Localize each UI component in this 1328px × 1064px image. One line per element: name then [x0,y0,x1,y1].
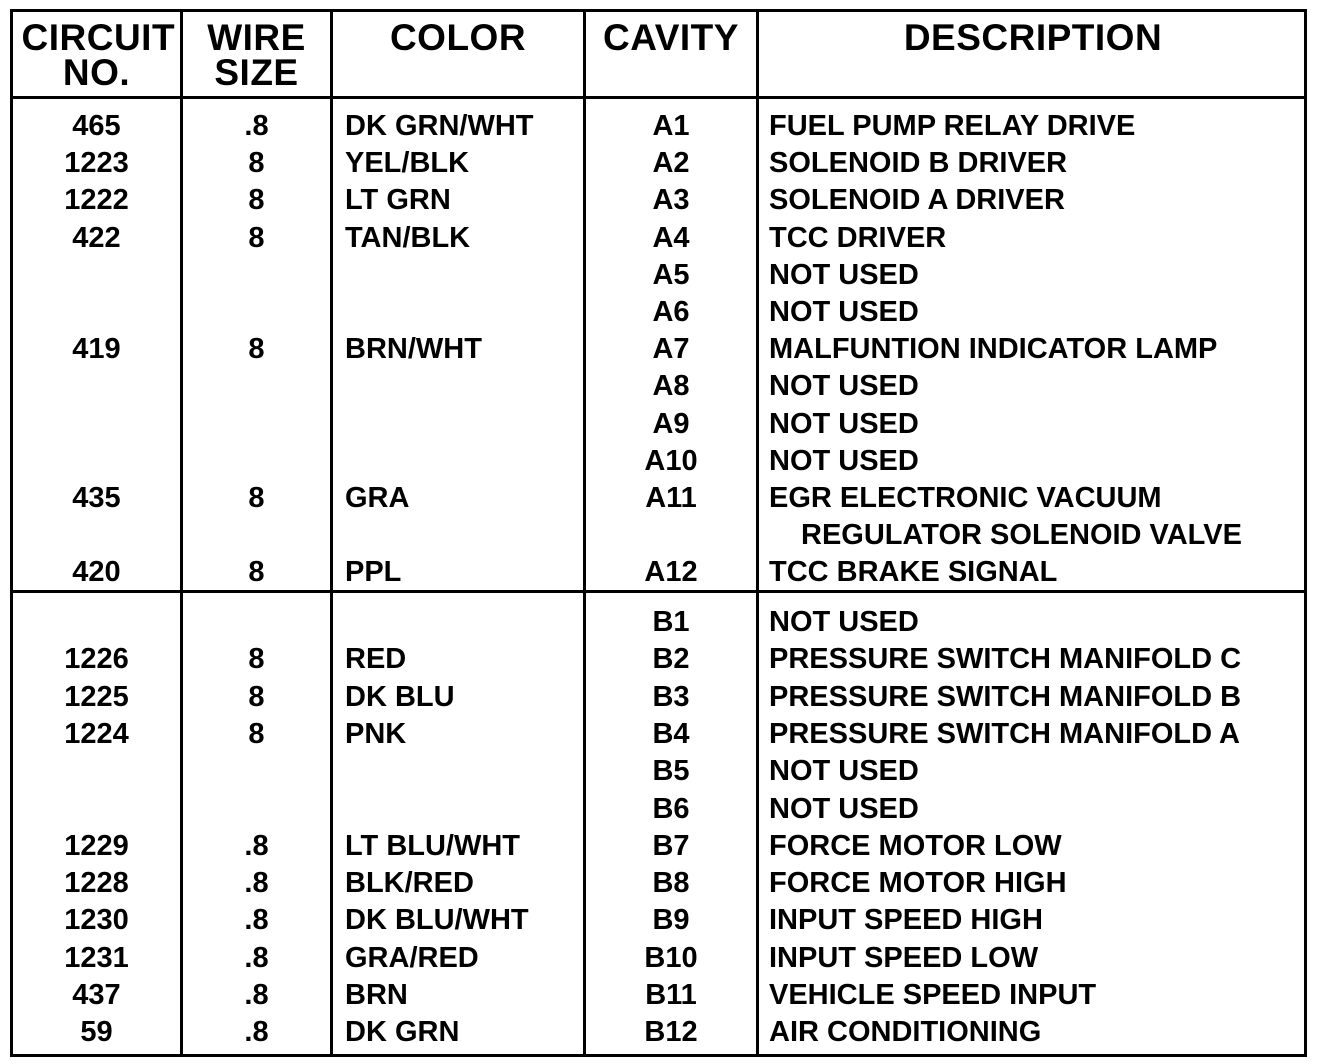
circuit-no-cell: 59 [80,1016,113,1049]
wire-size-cell: 8 [248,717,265,750]
description-cell: TCC BRAKE SIGNAL [769,556,1058,589]
cavity-cell: A6 [652,296,690,328]
circuit-no-cell: 1228 [64,867,129,900]
cavity-cell: A9 [652,407,690,440]
wire-size-cell: .8 [244,110,269,142]
description-cell: NOT USED [769,606,919,638]
wire-size-cell: 8 [248,221,265,254]
wire-size-cell: 8 [248,556,265,589]
description-cell: PRESSURE SWITCH MANIFOLD B [769,680,1242,713]
cavity-cell: A4 [652,221,690,254]
cavity-cell [586,517,756,554]
circuit-no-cell: 422 [72,221,121,254]
color-cell [345,753,580,790]
circuit-no-cell: 1225 [64,680,129,713]
table-row [13,145,1304,182]
color-cell [345,406,580,443]
description-cell: NOT USED [769,296,919,328]
description-cell: NOT USED [769,370,919,403]
header-color: COLOR [389,17,527,58]
circuit-no-cell: 1226 [64,643,129,676]
color-cell [345,368,580,405]
description-cell: NOT USED [769,444,919,477]
circuit-no-cell [13,791,180,828]
color-cell [345,517,580,554]
description-cell: EGR ELECTRONIC VACUUM [769,482,1162,514]
table-row [13,641,1304,678]
wire-size-cell: 8 [248,147,265,180]
cavity-cell: A2 [652,147,690,180]
wire-size-cell: 8 [248,482,265,514]
color-cell: GRA [345,482,410,514]
color-cell: PPL [345,556,402,589]
color-cell: LT BLU/WHT [345,829,521,862]
description-cell: SOLENOID B DRIVER [769,147,1068,180]
description-cell: FORCE MOTOR HIGH [769,867,1067,900]
cavity-cell: B2 [652,643,690,676]
circuit-no-cell [13,753,180,790]
wire-size-cell: .8 [244,829,269,862]
circuit-no-cell: 1222 [64,184,129,217]
cavity-cell: B11 [645,979,697,1011]
color-cell [345,257,580,294]
table-row [13,517,1304,554]
description-cell: INPUT SPEED HIGH [769,904,1043,937]
wire-size-cell [183,443,330,480]
circuit-no-cell: 1223 [64,147,129,180]
color-cell: DK BLU [345,680,455,713]
wire-size-cell [183,517,330,554]
cavity-cell: A10 [644,444,698,477]
circuit-no-cell: 1231 [64,941,129,974]
table-row [13,902,1304,939]
color-cell: DK GRN/WHT [345,110,534,142]
color-cell [345,443,580,480]
table-row [13,480,1304,517]
circuit-no-cell: 1230 [64,904,129,937]
circuit-no-cell [13,406,180,443]
table-row [13,940,1304,977]
cavity-cell: B1 [652,606,690,638]
table-row [13,1014,1304,1051]
connector-pinout-table [10,9,1307,1057]
circuit-no-cell: 437 [72,979,121,1011]
color-cell: DK GRN [345,1016,460,1049]
description-cell: NOT USED [769,755,919,788]
wire-size-cell [183,368,330,405]
cavity-cell: B5 [652,755,690,788]
description-cell: TCC DRIVER [769,221,947,254]
color-cell [345,604,580,641]
wire-size-cell: .8 [244,941,269,974]
cavity-cell: B8 [652,867,690,900]
description-cell: PRESSURE SWITCH MANIFOLD A [769,717,1240,750]
wire-size-cell [183,791,330,828]
wire-size-cell: 8 [248,643,265,676]
table-row [13,108,1304,145]
color-cell: BRN/WHT [345,333,482,366]
circuit-no-cell: 419 [72,333,121,366]
header-wire-label: WIRE SIZE [207,17,306,93]
table-row [13,294,1304,331]
wire-size-cell [183,257,330,294]
table-row [13,828,1304,865]
cavity-cell: A3 [652,184,690,217]
description-cell: AIR CONDITIONING [769,1016,1042,1049]
description-cell: REGULATOR SOLENOID VALVE [801,519,1242,552]
color-cell: PNK [345,717,407,750]
wire-size-cell [183,753,330,790]
description-cell: NOT USED [769,258,919,291]
header-wire-size [183,12,330,97]
color-cell: BLK/RED [345,867,474,900]
table-row [13,182,1304,219]
description-cell: NOT USED [769,407,919,440]
circuit-no-cell: 435 [72,482,121,514]
color-cell: RED [345,643,407,676]
circuit-no-cell: 465 [72,110,121,142]
table-row [13,257,1304,294]
color-cell: GRA/RED [345,941,479,974]
cavity-cell: B12 [644,1016,698,1049]
header-cavity: CAVITY [603,17,739,58]
wire-size-cell: 8 [248,184,265,217]
description-cell: PRESSURE SWITCH MANIFOLD C [769,643,1242,676]
color-cell: YEL/BLK [345,147,470,180]
table-row [13,368,1304,405]
header-circuit-label: CIRCUIT NO. [21,17,176,93]
circuit-no-cell: 420 [72,556,121,589]
table-row [13,716,1304,753]
wire-size-cell [183,406,330,443]
header-description: DESCRIPTION [903,17,1163,58]
table-row [13,977,1304,1014]
wire-size-cell: .8 [244,904,269,937]
table-row [13,604,1304,641]
table-row [13,791,1304,828]
circuit-no-cell [13,443,180,480]
cavity-cell: A5 [652,258,690,291]
cavity-cell: A7 [652,333,690,366]
circuit-no-cell: 1224 [64,717,129,750]
cavity-cell: A8 [652,370,690,403]
table-row [13,406,1304,443]
cavity-cell: B7 [652,829,690,862]
circuit-no-cell [13,294,180,331]
description-cell: FUEL PUMP RELAY DRIVE [769,110,1136,142]
cavity-cell: B6 [652,792,690,825]
table-row [13,331,1304,368]
table-row [13,753,1304,790]
wire-size-cell [183,604,330,641]
color-cell: BRN [345,979,408,1011]
color-cell: TAN/BLK [345,221,471,254]
wire-size-cell: .8 [244,867,269,900]
description-cell: SOLENOID A DRIVER [769,184,1065,217]
color-cell [345,294,580,331]
circuit-no-cell [13,604,180,641]
cavity-cell: A12 [644,556,698,589]
wire-size-cell: .8 [244,979,269,1011]
circuit-no-cell [13,257,180,294]
circuit-no-cell: 1229 [64,829,129,862]
cavity-cell: B4 [652,717,690,750]
header-circuit-no [13,12,180,97]
table-row [13,220,1304,257]
description-cell: INPUT SPEED LOW [769,941,1039,974]
table-row [13,679,1304,716]
color-cell: LT GRN [345,184,451,217]
cavity-cell: B3 [652,680,690,713]
wire-size-cell: 8 [248,680,265,713]
description-cell: FORCE MOTOR LOW [769,829,1062,862]
circuit-no-cell [13,517,180,554]
wire-size-cell [183,294,330,331]
color-cell [345,791,580,828]
table-row [13,865,1304,902]
color-cell: DK BLU/WHT [345,904,529,937]
description-cell: MALFUNTION INDICATOR LAMP [769,333,1218,366]
description-cell: NOT USED [769,792,919,825]
cavity-cell: A1 [652,110,690,142]
table-row [13,443,1304,480]
circuit-no-cell [13,368,180,405]
description-cell: VEHICLE SPEED INPUT [769,979,1097,1011]
wire-size-cell: .8 [244,1016,269,1049]
cavity-cell: B9 [652,904,690,937]
cavity-cell: B10 [644,941,698,974]
cavity-cell: A11 [645,482,697,514]
wire-size-cell: 8 [248,333,265,366]
table-row [13,554,1304,591]
